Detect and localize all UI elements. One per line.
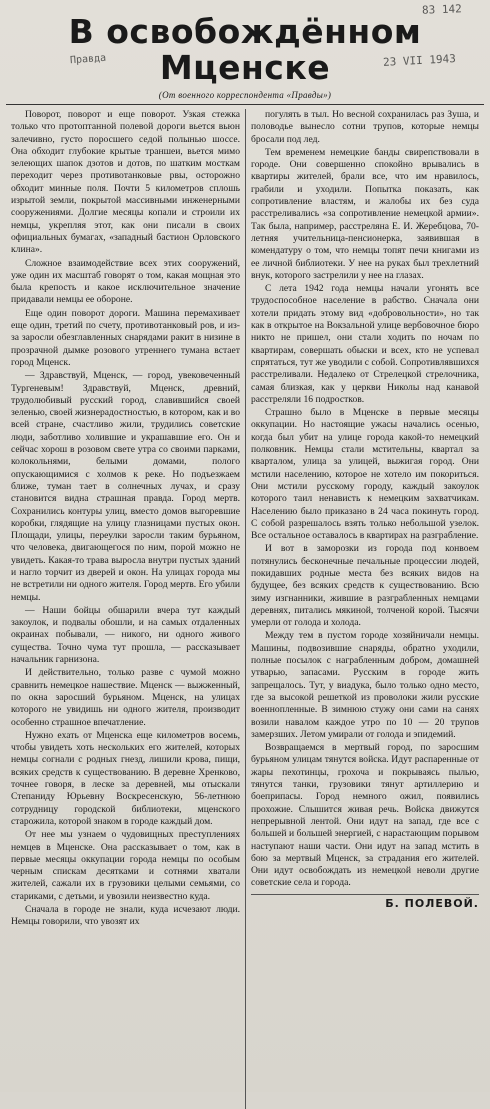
title-divider — [6, 104, 484, 105]
signature-divider — [251, 894, 479, 895]
handwritten-date: 23 VII 1943 — [382, 52, 457, 69]
article-paragraph: С лета 1942 года немцы начали угонять все трудоспособное население в рабство. Сначала они хотели придать этому вид «добровольности», но так как в открытое на Вокзальной улице вербовочное бюро никто не пришел, они стали ходить по ночам по квартирам, совершать обыски и всех, кто не успевал спрятаться, тут же уводили с собой. Сопротивлявшихся расстреливали. Недалеко от Стрелецкой стрелочника, самая близкая, как у церкви Николы над канавой расстреляли 16 подростков. — [251, 283, 479, 405]
article-title: В освобождённом Мценске — [68, 12, 422, 87]
article-paragraph: Страшно было в Мценске в первые месяцы оккупации. Но настоящие ужасы начались осенью, когда был убит на улице города какой-то немецкий полковник. Немцы стали мстительны, квартал за кварталом, улица за улицей, выжигая город. Они мстили населению, которое не хотело им покориться. Они мстили русскому городу, каждый закоулок которого таил ненависть к немецким захватчикам. Населению было приказано в 24 часа покинуть город. С собой разрешалось взять только небольшой узелок. Все остальное оставалось в квартирах на разграбление. — [251, 407, 479, 542]
article-paragraph: — Наши бойцы обшарили вчера тут каждый закоулок, и подвалы обошли, и на самых отдаленных окраинах побывали, — никого, ни одного живого существа. Точно чума тут прошла, — рассказывает начальник гарнизона. — [11, 604, 240, 666]
left-column — [6, 109, 245, 1109]
article-byline: (От военного корреспондента «Правды») — [158, 90, 332, 100]
article-columns — [6, 109, 484, 1109]
author-signature: Б. ПОЛЕВОЙ. — [385, 896, 479, 910]
article-paragraph: И действительно, только разве с чумой можно сравнить немецкое нашествие. Мценск — выжженный, по окна заросший бурьяном. Мценск, на улицах которого не увидишь ни одного жителя, производит особенно страшное впечатление. — [11, 667, 240, 728]
article-paragraph: Нужно ехать от Мценска еще километров восемь, чтобы увидеть хоть нескольких его жителей, которых немцы согнали с родных гнезд, лишили крова, пищи, всяких средств к существованию. В деревне Хренково, точнее говоря, в леске за деревней, мы отыскали Степаниду Юрьевну Воскресенскую, 56-летнюю сотрудницу городской библиотеки, мценского старожила, которой знаком в городе каждый дом. — [11, 729, 240, 827]
article-paragraph: И вот в заморозки из города под конвоем потянулись бесконечные печальные процессии людей, покидавших родные места без всяких видов на будущее, без всяких средств к существованию. Всю зиму изгнанники, жившие в разграбленных немцами деревнях, питались мякиной, толченой корой. Тысячи умерли от голода и холода. — [251, 543, 479, 629]
article-paragraph: Еще один поворот дороги. Машина перемахивает еще один, третий по счету, противотанковый ров, и из-за заросли обезглавленных снарядами ракит в низине в прозрачной дымке розового утреннего тумана встает город Мценск. — [11, 307, 240, 368]
right-column — [245, 109, 484, 1109]
right-column-body — [251, 109, 479, 890]
article-paragraph: Между тем в пустом городе хозяйничали немцы. Машины, подвозившие снаряды, обратно уходили, полные посылок с награбленным добром, домашней утварью, запасами. Русским в городе жить запрещалось. Тут, у виадука, было только одно место, где за высокой решеткой из проволоки жили русские военнопленные. В зимнюю стужу они сами на санях возили навалом каждое утро по 10 — 20 трупов замерзших. Летом умирали от голода и эпидемий. — [251, 630, 479, 740]
article-paragraph: погулять в тыл. Но весной сохранилась раз Зуша, и половодье вынесло сотни трупов, которые немцы бросали под лед. — [251, 109, 479, 145]
article-paragraph: От нее мы узнаем о чудовищных преступлениях немцев в Мценске. Она рассказывает о том, как в первые месяцы оккупации города немцы по особым черным спискам десятками и сотнями хватали жителей, сажали их в грузовики целыми семьями, со стариками, с детьми, и увозили неизвестно куда. — [11, 829, 240, 902]
article-paragraph: Возвращаемся в мертвый город, по заросшим бурьяном улицам тянутся войска. Идут распаренные от жары пехотинцы, грохоча и покрываясь пылью, тянутся танки, грузовики тянут артиллерию и боеприпасы. Город немного ожил, появились прохожие. Слышится живая речь. Войска движутся непрерывной лентой. Они идут на запад, где все с большей и большей энергией, с нарастающим порывом наступают наши части. Они идут на запад мстить в бою за мертвый Мценск, за страдания его жителей. Они идут освобождать из немецкой неволи другие советские села и города. — [251, 742, 479, 889]
handwritten-archive-mark: 83 142 — [422, 2, 463, 17]
article-paragraph: Тем временем немецкие банды свирепствовали в городе. Они совершенно спокойно врывались в квартиры жителей, брали все, что им нравилось, грабили и уходили. Попытка показать, как сопротивление властям, и жалобы их без суда расстреливались «за сопротивление немецкой армии». Так была, например, расстреляна Е. И. Жеребцова, 70-летняя учительница-пенсионерка, заявившая в комендатуру о том, что немцы топят печи книгами из ее личной библиотеки. У нее на руках был трехлетний внук, которого застрелили у нее на глазах. — [251, 146, 479, 281]
article-paragraph: Сложное взаимодействие всех этих сооружений, уже один их масштаб говорят о том, какая мощная это была крепость и какое исключительное значение придавали немцы ее обороне. — [11, 257, 240, 306]
article-paragraph: Поворот, поворот и еще поворот. Узкая стежка только что протоптанной полевой дороги вьется вьюн залечивно, густо поросшего седой полынью шоссе. Она обходит глубокие крытые траншеи, вьется мимо зелеющих шапок дзотов и дотов, по шатким мосткам переходит через противотанковые рвы, осторожно обходит минные поля. Почти 5 километров сплошь изрытой земли, покрытой массивными инженерными сооружениями. Долгие месяцы копали и строили их немцы, укрепляя этот, как они писали в своих официальных бумагах, «западный бастион Орловского клина». — [11, 109, 240, 256]
article-paragraph: — Здравствуй, Мценск, — город, увековеченный Тургеневым! Здравствуй, Мценск, древний, трудолюбивый русский город, славившийся своей зеленью, своей жизнерадостностью, в котором, как и во всей стране, счастливо жили, трудились советские люди, заботливо холившие и украшавшие его. Он и сейчас хорош в розовом свете утра со своими парками, колокольнями, белыми домами, полого опускающимися с холмов к реке. Но подъезжаем ближе, туман тает в солнечных лучах, и сразу становится видна страшная правда. Город мертв. Сохранились контуры улиц, вместо домов выгоревшие коробки, глядящие на улицу глазницами пустых окон. Площади, улицы, переулки заросли таким бурьяном, что человека, двигающегося по ним, порой можно не увидеть. Какая-то трава выросла внутри пустых зданий и нагло торчит из дверей и окон. На улицах города мы не встретили ни одного жителя. Город мертв. Его убили немцы. — [11, 370, 240, 603]
handwritten-source-tag: Правда — [69, 52, 107, 67]
article-paragraph: Сначала в городе не знали, куда исчезают люди. Немцы говорили, что увозят их — [11, 904, 240, 928]
